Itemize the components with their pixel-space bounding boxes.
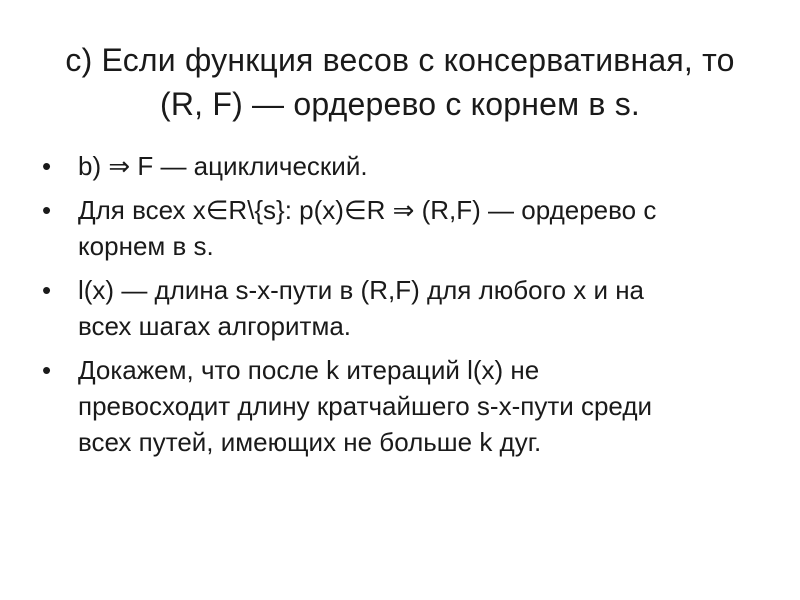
bullet-text-line: l(x) — длина s-x-пути в (R,F) для любого x и на	[78, 275, 645, 305]
title-line-1: c) Если функция весов c консервативная, то	[65, 42, 735, 78]
bullet-item	[38, 272, 758, 344]
bullet-text-line: Для всех x∈R\{s}: p(x)∈R ⇒ (R,F) — ордерево с	[78, 195, 657, 225]
bullet-marker: •	[42, 275, 52, 305]
bullet-list	[38, 148, 758, 468]
bullet-text-line: превосходит длину кратчайшего s-x-пути среди	[78, 391, 653, 421]
bullet-marker: •	[42, 195, 52, 225]
bullet-item	[38, 352, 758, 460]
bullet-marker: •	[42, 355, 52, 385]
bullet-text-line: всех шагах алгоритма.	[78, 311, 351, 341]
slide-title	[40, 38, 760, 126]
bullet-text-line: b) ⇒ F — ациклический.	[78, 151, 368, 181]
bullet-item	[38, 192, 758, 264]
bullet-marker: •	[42, 151, 52, 181]
bullet-item	[38, 148, 758, 184]
bullet-text-line: Докажем, что после k итераций l(x) не	[78, 355, 540, 385]
bullet-text-line: корнем в s.	[78, 231, 214, 261]
title-line-2: (R, F) — ордерево с корнем в s.	[160, 86, 640, 122]
bullet-text-line: всех путей, имеющих не больше k дуг.	[78, 427, 542, 457]
